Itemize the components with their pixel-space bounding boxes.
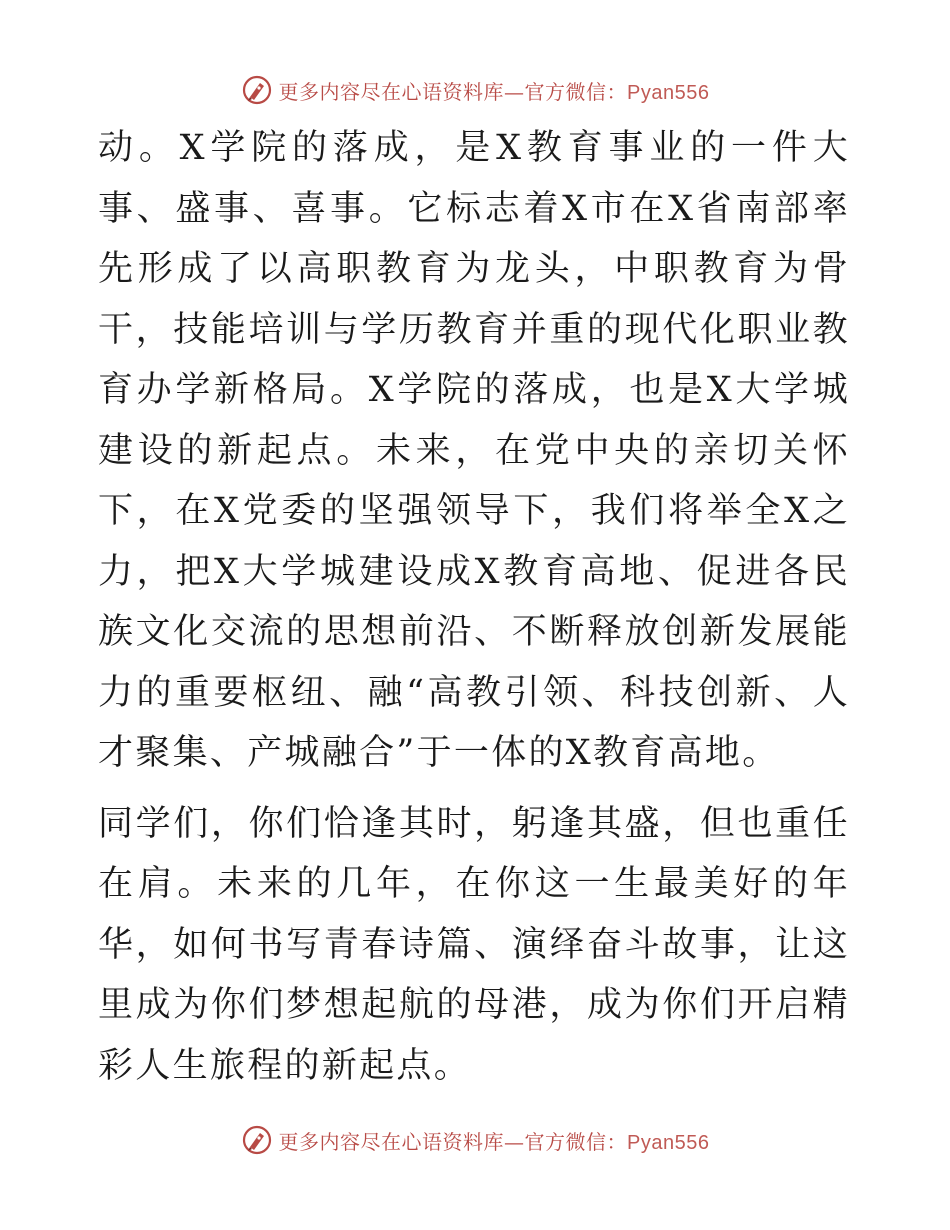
watermark-text: 更多内容尽在心语资料库—官方微信：Pyan556 bbox=[278, 79, 710, 104]
pen-nib-logo-icon bbox=[241, 1124, 273, 1156]
paragraph-1: 动。X学院的落成，是X教育事业的一件大事、盛事、喜事。它标志着X市在X省南部率先形成了以高职教育为龙头，中职教育为骨干，技能培训与学历教育并重的现代化职业教育办学新格局。X学院的落成，也是X大学城建设的新起点。未来，在党中央的亲切关怀下，在X党委的坚强领导下，我们将举全X之力，把X大学城建设成X教育高地、促进各民族文化交流的思想前沿、不断释放创新发展能力的重要枢纽、融“高教引领、科技创新、人才聚集、产城融合”于一体的X教育高地。 bbox=[98, 128, 850, 773]
paragraph-2: 同学们，你们恰逢其时，躬逢其盛，但也重任在肩。未来的几年，在你这一生最美好的年华，如何书写青春诗篇、演绎奋斗故事，让这里成为你们梦想起航的母港，成为你们开启精彩人生旅程的新起点。 bbox=[98, 803, 850, 1086]
footer-watermark bbox=[0, 1120, 950, 1160]
pen-nib-logo-icon bbox=[241, 74, 273, 106]
watermark-text: 更多内容尽在心语资料库—官方微信：Pyan556 bbox=[278, 1129, 710, 1154]
header-watermark bbox=[0, 70, 950, 110]
document-body bbox=[98, 118, 850, 1096]
watermark-wechat-id: Pyan556 bbox=[627, 81, 710, 104]
watermark-wechat-id: Pyan556 bbox=[627, 1131, 710, 1154]
